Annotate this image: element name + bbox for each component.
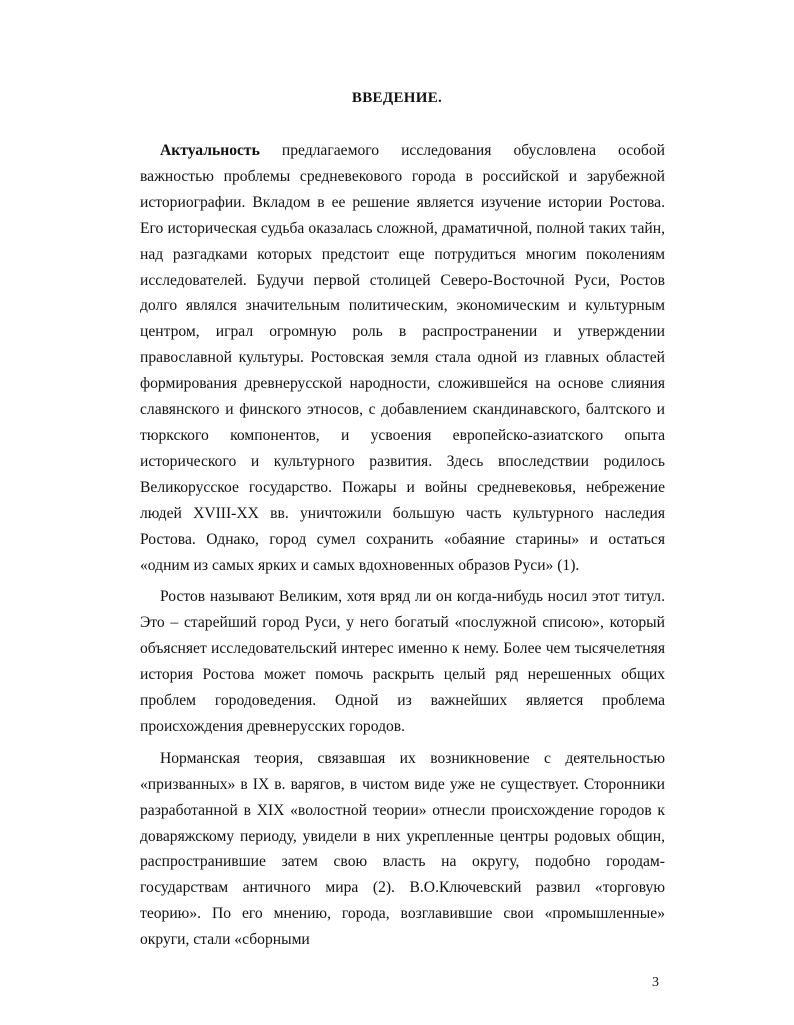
paragraph-relevance	[140, 138, 665, 578]
paragraph-text: предлагаемого исследования обусловлена особой важностью проблемы средневекового города в российской и зарубежной историографии. Вкладом в ее решение является изучение истории Ростова. Его историческая судьба оказалась сложной, драматичной, полной таких тайн, над разгадками которых предстоит еще потрудиться многим поколениям исследователей. Будучи первой столицей Северо-Восточной Руси, Ростов долго являлся значительным политическим, экономическим и культурным центром, играл огромную роль в распространении и утверждении православной культуры. Ростовская земля стала одной из главных областей формирования древнерусской народности, сложившейся на основе слияния славянского и финского этносов, с добавлением скандинавского, балтского и тюркского компонентов, и усвоения европейско-азиатского опыта исторического и культурного развития. Здесь впоследствии родилось Великорусское государство. Пожары и войны средневековья, небрежение людей XVIII-XX вв. уничтожили большую часть культурного наследия Ростова. Однако, город сумел сохранить «обаяние старины» и остаться «одним из самых ярких и самых вдохновенных образов Руси» (1).	[140, 142, 665, 574]
paragraph-rostov	[140, 584, 665, 739]
paragraph-text: Норманская теория, связавшая их возникновение с деятельностью «призванных» в IX в. варягов, в чистом виде уже не существует. Сторонники разработанной в XIX «волостной теории» отнесли происхождение городов к доваряжскому периоду, увидели в них укрепленные центры родовых общин, распространившие затем свою власть на округу, подобно городам-государствам античного мира (2). В.О.Ключевский развил «торговую теорию». По его мнению, города, возглавившие свои «промышленные» округи, стали «сборными	[140, 749, 665, 949]
body-text	[140, 138, 665, 959]
paragraph-norman-theory	[140, 746, 665, 953]
page-title: ВВЕДЕНИЕ.	[351, 90, 443, 106]
paragraph-lead-term: Актуальность	[160, 142, 260, 159]
page-number: 3	[652, 975, 659, 990]
paragraph-text: Ростов называют Великим, хотя вряд ли он когда-нибудь носил этот титул. Это – старейший город Руси, у него богатый «послужной списою», который объясняет исследовательский интерес именно к нему. Более чем тысячелетняя история Ростова может помочь раскрыть целый ряд нерешенных общих проблем городоведения. Одной из важнейших является проблема происхождения древнерусских городов.	[140, 588, 665, 735]
